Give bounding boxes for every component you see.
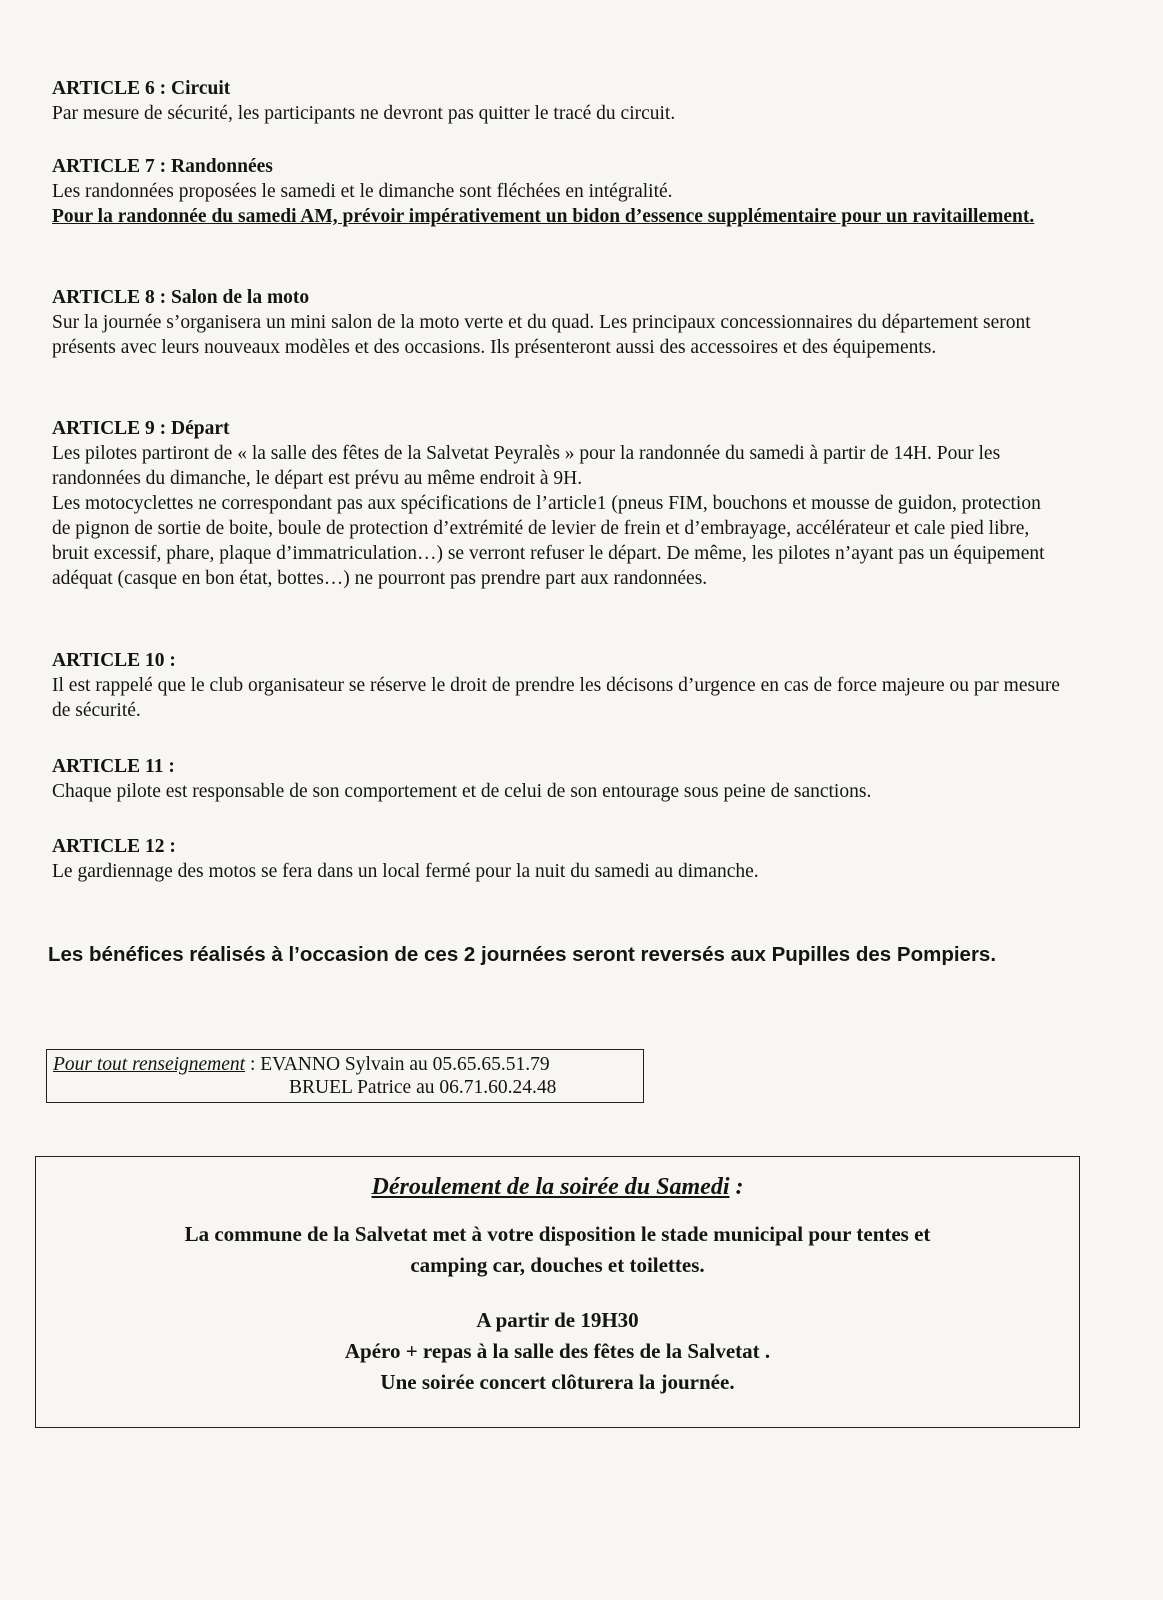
soiree-line: camping car, douches et toilettes. [410,1253,705,1277]
soiree-time: A partir de 19H30 [476,1308,639,1332]
article-text: Chaque pilote est responsable de son comportement et de celui de son entourage sous peine de sanctions. [52,781,872,802]
contact-person-1: EVANNO Sylvain au 05.65.65.51.79 [260,1054,550,1075]
article-text: Il est rappelé que le club organisateur se réserve le droit de prendre les décisons d’urgence en cas de force majeure ou par mesure de sécurité. [52,675,1060,721]
article-8 [52,285,1062,360]
contact-label: Pour tout renseignement [53,1054,246,1075]
article-6 [52,76,1062,126]
contact-separator: : [245,1054,261,1075]
article-text: Par mesure de sécurité, les participants ne devront pas quitter le tracé du circuit. [52,103,676,124]
article-text: Les motocyclettes ne correspondant pas aux spécifications de l’article1 (pneus FIM, bouchons et mousse de guidon, protection de pignon de sortie de boite, boule de protection d’extrémité de levier de frein et d’embrayage, accélérateur et cale pied libre, bruit excessif, phare, plaque d’immatriculation…) se verront refuser le départ. De même, les pilotes n’ayant pas un équipement adéquat (casque en bon état, bottes…) ne pourront pas prendre part aux randonnées. [52,493,1045,589]
article-9 [52,416,1062,591]
soiree-box [35,1156,1080,1428]
contact-person-2: BRUEL Patrice au 06.71.60.24.48 [289,1077,557,1098]
article-title: ARTICLE 11 : [52,756,175,777]
article-title: ARTICLE 7 : Randonnées [52,156,273,177]
soiree-title-suffix: : [729,1174,744,1200]
soiree-line: Une soirée concert clôturera la journée. [380,1370,735,1394]
article-10 [52,648,1062,723]
benefits-statement: Les bénéfices réalisés à l’occasion de ces 2 journées seront reversés aux Pupilles des Pompiers. [48,943,997,966]
article-12 [52,834,1062,884]
soiree-evening-info [36,1305,1079,1398]
article-text: Sur la journée s’organisera un mini salon de la moto verte et du quad. Les principaux concessionnaires du département seront présents avec leurs nouveaux modèles et des occasions. Ils présenteront aussi des accessoires et des équipements. [52,312,1031,358]
soiree-line: Apéro + repas à la salle des fêtes de la Salvetat . [344,1339,771,1363]
article-notice: Pour la randonnée du samedi AM, prévoir impérativement un bidon d’essence supplémentaire pour un ravitaillement. [52,206,1035,227]
article-11 [52,754,1062,804]
soiree-title-text: Déroulement de la soirée du Samedi [371,1174,730,1200]
article-title: ARTICLE 10 : [52,650,176,671]
contact-row-1 [53,1053,643,1076]
soiree-title [36,1173,1079,1201]
article-title: ARTICLE 8 : Salon de la moto [52,287,310,308]
article-7 [52,154,1062,229]
article-title: ARTICLE 9 : Départ [52,418,230,439]
article-text: Les pilotes partiront de « la salle des fêtes de la Salvetat Peyralès » pour la randonnée du samedi à partir de 14H. Pour les randonnées du dimanche, le départ est prévu au même endroit à 9H. [52,443,1001,489]
article-text: Le gardiennage des motos se fera dans un local fermé pour la nuit du samedi au dimanche. [52,861,759,882]
article-title: ARTICLE 12 : [52,836,176,857]
article-text: Les randonnées proposées le samedi et le dimanche sont fléchées en intégralité. [52,181,673,202]
article-title: ARTICLE 6 : Circuit [52,78,231,99]
contact-box [46,1049,644,1103]
soiree-camping-info [36,1219,1079,1281]
soiree-line: La commune de la Salvetat met à votre disposition le stade municipal pour tentes et [184,1222,931,1246]
